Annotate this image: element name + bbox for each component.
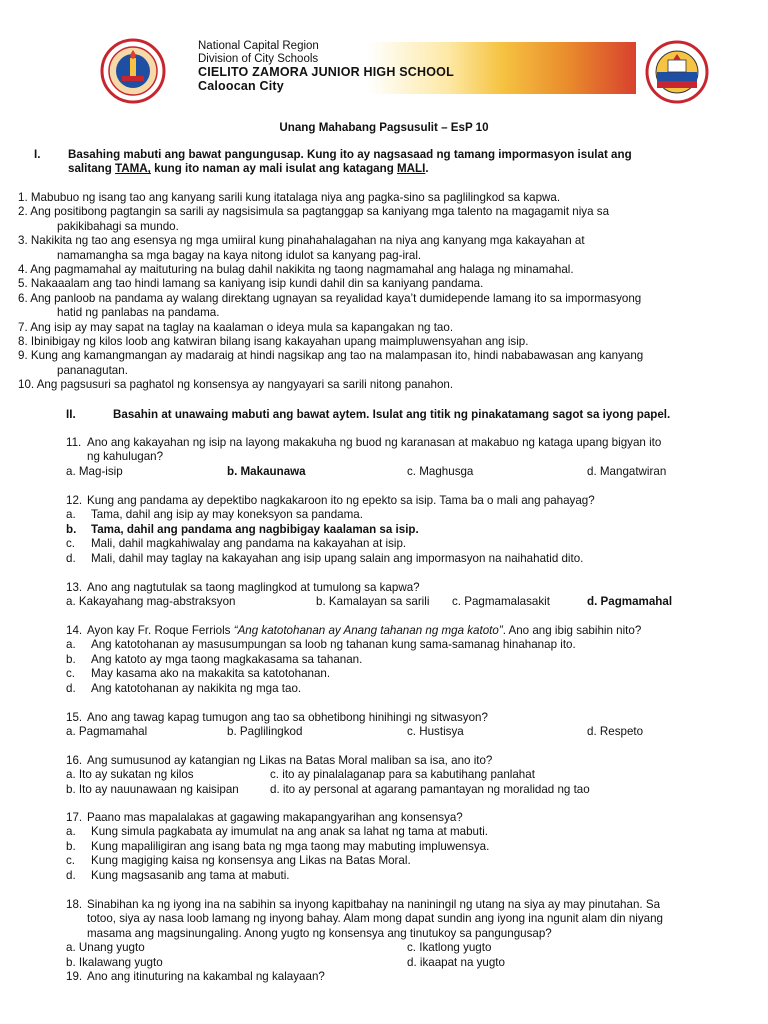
option-c: c. Hustisya [407,725,464,739]
option-c: c. May kasama ako na makakita sa katotohanan. [66,667,331,681]
option-d: d. Pagmamahal [587,595,673,609]
question-17: 17. Paano mas mapalalakas at gagawing makapangyarihan ang konsensya? a. Kung simula pagkabata ay imumulat na ang anak sa lahat ng tama at mabuti. b. Kung mapaliligiran ang isang bata ng mga taong may mabuting impluwensya. c. Kung magiging kaisa ng konsensya ang Likas na Batas Moral. d. Kung magsasanib ang tama at mabuti. [66,811,740,883]
question-14: 14. Ayon kay Fr. Roque Ferriols “Ang katotohanan ay Anang tahanan ng mga katoto”. Ano ang ibig sabihin nito? a. Ang katotohanan ay masusumpungan sa loob ng tahanan kung sama-samanag hinahanap ito. b. Ang katoto ay mga taong magkakasama sa tahanan. c. May kasama ako na makakita sa katotohanan. d. Ang katotohanan ay nakikita ng mga tao. [66,624,740,696]
section-1-number: I. [34,148,41,161]
option-d: d. Mangatwiran [587,464,667,478]
list-item: 8. Ibinibigay ng kilos loob ang katwiran bilang isang kakayahan upang maimpluwensyahan ang isip. [18,335,529,349]
option-d: d. ikaapat na yugto [407,955,505,969]
question-12: 12. Kung ang pandama ay depektibo nagkakaroon ito ng epekto sa isip. Tama ba o mali ang pahayag? a. Tama, dahil ang isip ay may koneksyon sa pandama. b. Tama, dahil ang pandama ang nagbibigay kaalaman sa isip. c. Mali, dahil magkahiwalay ang pandama na kakayahan at isip. d. Mali, dahil may taglay na kakayahan ang isip upang salain ang impormasyon na naihahatid dito. [66,494,740,566]
list-item: 5. Nakaaalam ang tao hindi lamang sa kaniyang isip kundi dahil din sa kaniyang pandama. [18,277,484,291]
option-d: d. Ang katotohanan ay nakikita ng mga tao. [66,681,302,695]
option-b: b. Ang katoto ay mga taong magkakasama sa tahanan. [66,652,363,666]
region-label: National Capital Region [198,40,319,52]
question-15: 15. Ano ang tawag kapag tumugon ang tao sa obhetibong hinihingi ng sitwasyon? a. Pagmamahal b. Paglilingkod c. Hustisya d. Respeto [66,711,644,739]
school-name: CIELITO ZAMORA JUNIOR HIGH SCHOOL [198,65,454,79]
question-11: 11. Ano ang kakayahan ng isip na layong makakuha ng buod ng karanasan at makabuo ng kataga upang bigyan ito ng kahulugan? a. Mag-isip b. Makaunawa c. Maghusga d. Mangatwiran [66,436,667,478]
option-a: a. Unang yugto [66,941,145,955]
option-b: b. Paglilingkod [227,725,303,739]
question-13: 13. Ano ang nagtutulak sa taong maglingkod at tumulong sa kapwa? a. Kakayahang mag-abstraksyon b. Kamalayan sa sarili c. Pagmamalasakit d. Pagmamahal [66,581,673,609]
tama-keyword: TAMA, [115,162,151,176]
school-seal-icon [100,38,166,104]
option-c: c. Mali, dahil magkahiwalay ang pandama na kakayahan at isip. [66,537,407,551]
option-a: a. Mag-isip [66,464,123,478]
option-a: a. Ang katotohanan ay masusumpungan sa loob ng tahanan kung sama-samanag hinahanap ito. [66,638,576,652]
option-d: d. Mali, dahil may taglay na kakayahan ang isip upang salain ang impormasyon na naihahatid dito. [66,551,584,565]
division-label: Division of City Schools [198,52,319,65]
option-d: d. ito ay personal at agarang pamantayan ng moralidad ng tao [270,782,590,796]
option-d: d. Respeto [587,725,644,739]
list-item: 10. Ang pagsusuri sa paghatol ng konsensya ay nangyayari sa sarili nitong panahon. [18,378,454,392]
list-item: 3. Nakikita ng tao ang esensya ng mga umiiral kung pinahahalagahan na niya ang kanyang mga kakayahan at namamangha sa mga bagay na kaya nitong idulot sa kanyang pag-iral. [18,234,585,262]
question-19: 19. Ano ang itinuturing na kakambal ng kalayaan? [66,970,325,983]
option-b: b. Kamalayan sa sarili [316,595,430,609]
test-title: Unang Mahabang Pagsusulit – EsP 10 [279,121,489,134]
list-item: 7. Ang isip ay may sapat na taglay na kaalaman o ideya mula sa kapangakan ng tao. [18,320,454,334]
option-a: a. Tama, dahil ang isip ay may koneksyon sa pandama. [66,508,363,522]
option-c: c. Pagmamalasakit [452,595,550,609]
section-1-line-1: Basahing mabuti ang bawat pangungusap. Kung ito ay nagsasaad ng tamang impormasyon isulat ang [68,148,632,161]
option-c: c. Kung magiging kaisa ng konsensya ang Likas na Batas Moral. [66,854,411,868]
option-c: c. Ikatlong yugto [407,941,492,955]
option-b: b. Ito ay nauunawaan ng kaisipan [66,782,239,796]
city-name: Caloocan City [198,79,284,93]
list-item: 6. Ang panloob na pandama ay walang direktang ugnayan sa reyalidad kaya’t dumidepende lamang ito sa impormasyong hatid ng panlabas na pandama. [18,291,642,320]
list-item: 1. Mabubuo ng isang tao ang kanyang sarili kung itatalaga niya ang pagka-sino sa paglilingkod sa kapwa. [18,191,561,204]
option-a: a. Pagmamahal [66,725,148,739]
section-2-number: II. [66,408,76,421]
question-16: 16. Ang sumusunod ay katangian ng Likas na Batas Moral maliban sa isa, ano ito? a. Ito ay sukatan ng kilos c. ito ay pinalalaganap para sa kabutihang panlahat b. Ito ay nauunawaan ng kaisipan d. ito ay personal at agarang pamantayan ng moralidad ng tao [66,754,590,796]
division-seal-icon [642,40,712,104]
option-b: b. Ikalawang yugto [66,955,163,969]
true-false-list [18,191,748,393]
section-2-text: Basahin at unawaing mabuti ang bawat aytem. Isulat ang titik ng pinakatamang sagot sa iyong papel. [113,408,671,421]
option-a: a. Ito ay sukatan ng kilos [66,768,194,782]
option-c: c. ito ay pinalalaganap para sa kabutihang panlahat [270,768,535,782]
document-header [96,36,714,106]
question-18: 18. Sinabihan ka ng iyong ina na sabihin sa inyong kapitbahay na naniningil ng utang na siya ay may pinutahan. Sa totoo, siya ay nasa loob lamang ng inyong bahay. Alam mong dapat sundin ang iyong ina ngunit alam din niyang masama ang magsinungaling. Anong yugto ng konsensya ang tinutukoy sa pangungusap? a. Unang yugto c. Ikatlong yugto b. Ikalawang yugto d. ikaapat na yugto [66,898,664,969]
list-item: 2. Ang positibong pagtangin sa sarili ay nagsisimula sa pagtanggap sa kaniyang mga talento na magagamit niya sa pakikibahagi sa mundo. [18,205,610,233]
option-b: b. Tama, dahil ang pandama ang nagbibigay kaalaman sa isip. [66,522,419,536]
section-1-line-2: salitang TAMA, kung ito naman ay mali isulat ang katagang MALI. [68,162,429,176]
list-item: 9. Kung ang kamangmangan ay madaraig at hindi nagsikap ang tao na malampasan ito, hindi nababawasan ang kanyang pananagutan. [18,349,644,377]
ferriols-quote: “Ang katotohanan ay Anang tahanan ng mga katoto” [233,624,503,637]
option-a: a. Kung simula pagkabata ay imumulat na ang anak sa lahat ng tama at mabuti. [66,825,489,839]
option-d: d. Kung magsasanib ang tama at mabuti. [66,868,290,882]
list-item: 4. Ang pagmamahal ay maituturing na bulag dahil nakikita ng taong nagmamahal ang halaga ng minamahal. [18,263,574,277]
option-a: a. Kakayahang mag-abstraksyon [66,595,236,609]
option-b: b. Makaunawa [227,464,306,478]
mali-keyword: MALI [397,162,426,176]
option-c: c. Maghusga [407,464,474,478]
option-b: b. Kung mapaliligiran ang isang bata ng mga taong may mabuting impluwensya. [66,839,490,853]
header-text [198,40,454,93]
